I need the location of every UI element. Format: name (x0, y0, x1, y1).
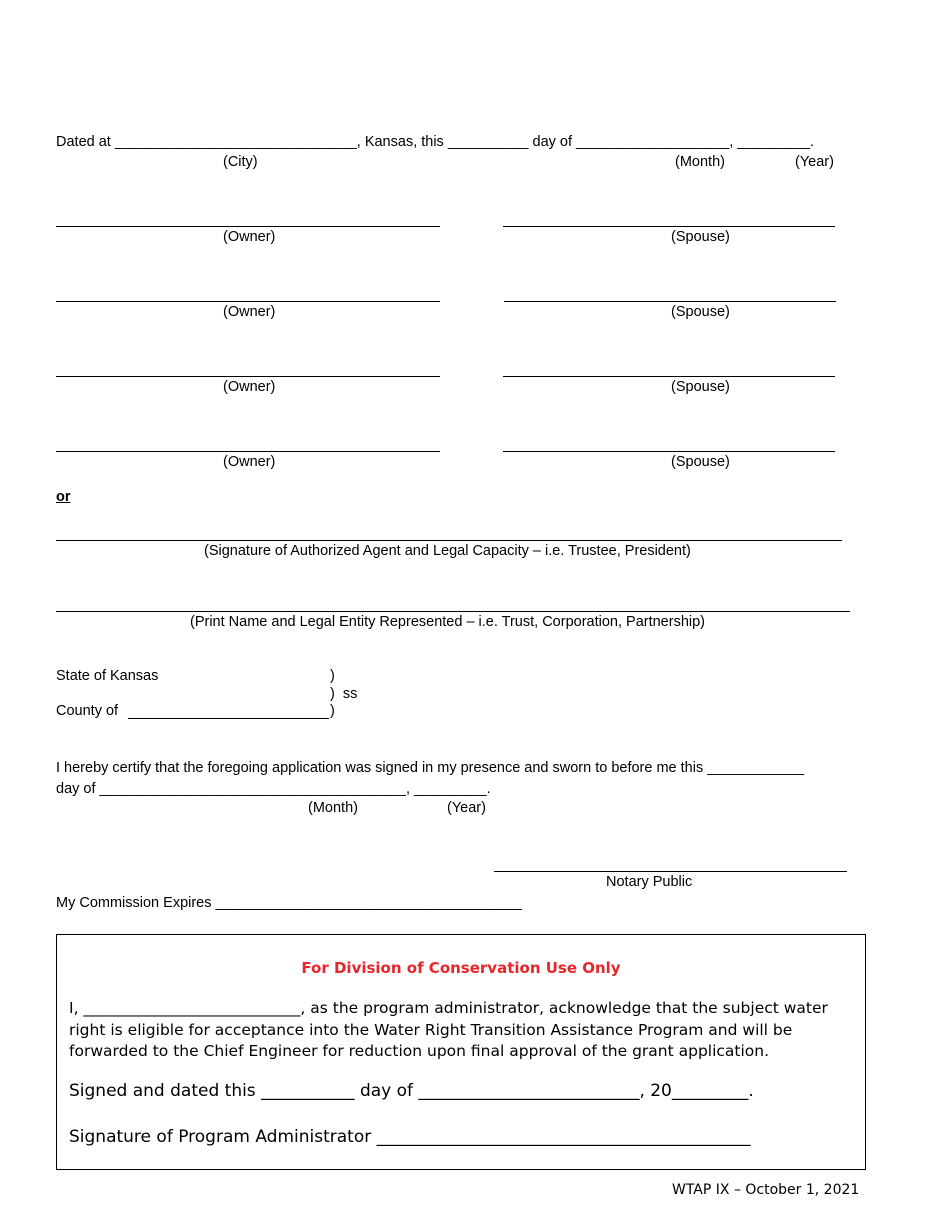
year-caption: (Year) (447, 800, 486, 816)
city-caption: (City) (223, 154, 258, 170)
certify-line-1: I hereby certify that the foregoing application was signed in my presence and sworn to before me this ____________ (56, 760, 805, 776)
print-name-caption: (Print Name and Legal Entity Represented – i.e. Trust, Corporation, Partnership) (190, 614, 706, 630)
year-caption: (Year) (795, 154, 834, 170)
owner-signature-line[interactable] (56, 376, 440, 377)
certify-line-2: day of ______________________________________, _________. (56, 781, 491, 797)
division-use-box (56, 934, 866, 1170)
owner-signature-line[interactable] (56, 451, 440, 452)
administrator-signature-line: Signature of Program Administrator ____________________________________________ (69, 1127, 751, 1147)
signed-dated-line: Signed and dated this ___________ day of __________________________, 20_________. (69, 1081, 754, 1101)
venue-paren: ) (330, 668, 335, 684)
month-caption: (Month) (308, 800, 358, 816)
owner-caption: (Owner) (223, 379, 276, 395)
notary-caption: Notary Public (606, 874, 693, 890)
owner-caption: (Owner) (223, 229, 276, 245)
spouse-signature-line[interactable] (503, 376, 835, 377)
agent-signature-caption: (Signature of Authorized Agent and Legal Capacity – i.e. Trustee, President) (204, 543, 691, 559)
spouse-caption: (Spouse) (671, 454, 730, 470)
spouse-caption: (Spouse) (671, 379, 730, 395)
print-name-line[interactable] (56, 611, 850, 612)
owner-caption: (Owner) (223, 304, 276, 320)
owner-signature-line[interactable] (56, 301, 440, 302)
county-label: County of (56, 703, 119, 719)
or-label: or (56, 489, 71, 505)
owner-signature-line[interactable] (56, 226, 440, 227)
spouse-caption: (Spouse) (671, 229, 730, 245)
agent-signature-line[interactable] (56, 540, 842, 541)
administrator-acknowledgment: I, ____________________________, as the program administrator, acknowledge that the subject water right is eligible for acceptance into the Water Right Transition Assistance Program and will be forwarded to the Chief Engineer for reduction upon final approval of the grant application. (69, 999, 828, 1060)
dated-at-line: Dated at ______________________________, Kansas, this __________ day of ___________________, _________. (56, 134, 814, 150)
month-caption: (Month) (675, 154, 725, 170)
commission-expires: My Commission Expires ______________________________________ (56, 895, 522, 911)
notary-signature-line[interactable] (494, 871, 847, 872)
spouse-signature-line[interactable] (503, 226, 835, 227)
spouse-signature-line[interactable] (504, 301, 836, 302)
venue-ss: ) ss (330, 686, 358, 702)
state-label: State of Kansas (56, 668, 159, 684)
footer-form-id: WTAP IX – October 1, 2021 (672, 1182, 860, 1198)
spouse-signature-line[interactable] (503, 451, 835, 452)
spouse-caption: (Spouse) (671, 304, 730, 320)
owner-caption: (Owner) (223, 454, 276, 470)
division-box-title: For Division of Conservation Use Only (301, 959, 621, 977)
venue-paren: ) (330, 703, 335, 719)
county-field-line[interactable] (128, 718, 329, 719)
